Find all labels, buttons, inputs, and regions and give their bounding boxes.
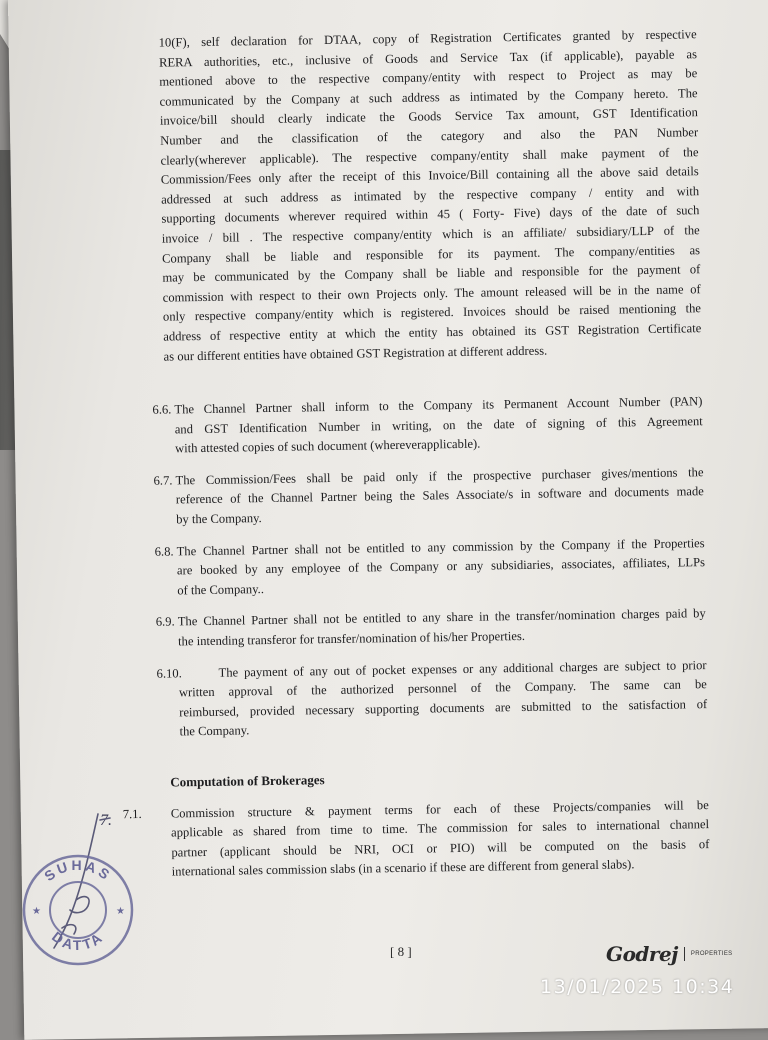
stamp-bottom-text: DATTA	[48, 928, 108, 954]
text-line: commission with respect to their own Projects only. The amount released will be in the name of	[162, 281, 701, 305]
stamp-star-left: ★	[32, 906, 41, 917]
clause-body	[175, 463, 704, 530]
text-line: clearly(wherever applicable). The respective company/entity shall make payment of the	[160, 144, 699, 168]
text-line: addressed at such address as intimated by the respective company / entity and with	[161, 183, 700, 207]
paragraph-continuation	[159, 25, 702, 367]
clause-6-9	[156, 605, 707, 653]
text-line: Company shall be liable and responsible for its payment. The company/entities as	[161, 242, 701, 266]
text-line: international sales commission slabs (in a scenario if these are different from general slabs).	[171, 857, 635, 879]
text-line: applicable as shared from time to time. The commission for sales to international channel	[170, 817, 710, 840]
text-line: of the Company..	[177, 581, 265, 598]
clause-body	[177, 534, 706, 601]
clause-6-10	[156, 656, 707, 743]
text-line: The Channel Partner shall inform to the Company its Permanent Account Number (PAN)	[174, 394, 703, 417]
clause-number: 6.7.	[153, 473, 173, 488]
text-line: communicated by the Company at such address as intimated by the Company hereto. The	[159, 85, 698, 109]
text-line: 10(F), self declaration for DTAA, copy of Registration Certificates granted by respective	[158, 27, 697, 50]
clause-number: 6.10.	[156, 665, 182, 681]
clause-6-6	[152, 392, 703, 459]
text-line: mentioned above to the respective company/entity with respect to Project as may be	[159, 66, 698, 89]
text-line: invoice/bill should clearly indicate the Goods Service Tax amount, GST Identification	[159, 105, 698, 129]
text-line: supporting documents wherever required within 45 ( Forty- Five) days of the date of such	[161, 203, 700, 226]
clause-number: 7.1.	[122, 806, 142, 821]
clause-number: 6.9.	[155, 614, 175, 630]
logo-subtext: PROPERTIES	[690, 951, 733, 957]
text-line: only respective company/entity which is registered. Invoices should be raised mentioning the	[162, 301, 702, 324]
logo-divider	[684, 947, 685, 961]
name-stamp	[20, 852, 136, 968]
clause-7-1	[122, 796, 710, 883]
clause-body	[178, 656, 707, 743]
stamp-top-text: SUHAS	[41, 857, 115, 885]
page-content	[122, 25, 710, 883]
text-line: Commission/Fees only after the receipt of this Invoice/Bill containing all the above said details	[160, 164, 699, 187]
text-line: address of respective entity at which the entity has obtained its GST Registration Certificate	[163, 321, 702, 344]
text-line: reference of the Channel Partner being the Sales Associate/s in software and documents made	[175, 484, 704, 507]
text-line: The Channel Partner shall not be entitled to any commission by the Company if the Properties	[176, 535, 705, 559]
text-line: the intending transferor for transfer/nomination of his/her Properties.	[177, 628, 526, 649]
text-line: reimbursed, provided necessary supporting documents are submitted to the satisfaction of	[179, 696, 708, 720]
section-heading: Computation of Brokerages	[170, 772, 325, 790]
clause-body	[171, 796, 710, 883]
text-line: Number and the classification of the category and also the PAN Number	[160, 125, 699, 148]
text-line: The Commission/Fees shall be paid only if the prospective purchaser gives/mentions the	[175, 465, 704, 488]
text-line: invoice / bill . The respective company/entity which is an affiliate/ subsidiary/LLP of the	[161, 223, 700, 246]
clause-6-8	[155, 534, 706, 601]
photo-timestamp: 13/01/2025 10:34	[540, 976, 735, 998]
text-line: by the Company.	[176, 511, 262, 527]
godrej-properties-logo	[606, 942, 732, 966]
text-line: the Company.	[179, 723, 250, 739]
text-line: with attested copies of such document (whereverapplicable).	[174, 436, 481, 456]
text-line: and GST Identification Number in writing, on the date of signing of this Agreement	[174, 413, 703, 437]
clause-number: 6.8.	[154, 544, 174, 559]
text-line: may be communicated by the Company shall be liable and responsible for the payment of	[162, 262, 701, 285]
text-line: are booked by any employee of the Company or any subsidiaries, associates, affiliates, LLPs	[176, 555, 706, 578]
text-line: Commission structure & payment terms for each of these Projects/companies will be	[170, 797, 709, 821]
text-line: The Channel Partner shall not be entitled to any share in the transfer/nomination charges paid by	[177, 606, 706, 629]
clause-body	[174, 392, 703, 459]
text-line: RERA authorities, etc., inclusive of Goods and Service Tax (if applicable), payable as	[158, 46, 698, 70]
clause-body	[178, 605, 707, 652]
text-line: partner (applicant should be NRI, OCI or PIO) will be computed on the basis of	[171, 836, 710, 860]
text-line: The payment of any out of pocket expenses or any additional charges are subject to prior	[218, 657, 707, 680]
section-marker: 7.	[100, 812, 112, 829]
page-number: [ 8 ]	[390, 944, 412, 959]
text-line: as our different entities have obtained GST Registration at different address.	[163, 343, 548, 364]
text-line: written approval of the authorized personnel of the Company. The same can be	[178, 677, 707, 700]
clause-number: 6.6.	[152, 402, 172, 417]
stamp-star-right: ★	[116, 906, 125, 917]
logo-wordmark: Godrej	[606, 942, 678, 966]
clause-6-7	[153, 463, 704, 530]
